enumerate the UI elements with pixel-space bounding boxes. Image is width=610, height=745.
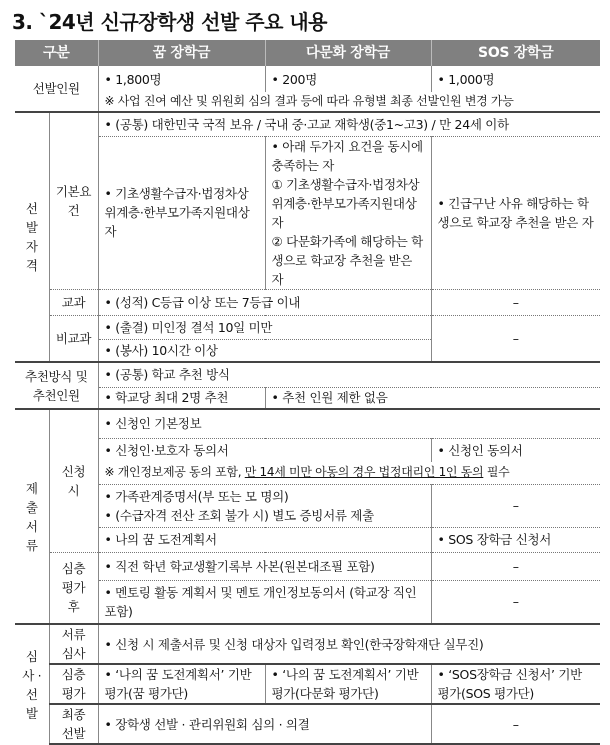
recommend-label: 추천방식 및 추천인원 <box>15 362 98 409</box>
qual-common: • (공통) 대한민국 국적 보유 / 국내 중·고교 재학생(중1~고3) / 만 24세 이하 <box>98 112 600 136</box>
selection-table <box>15 40 600 745</box>
basic-sos: • 긴급구난 사유 해당하는 학생으로 학교장 추천을 받은 자 <box>431 136 600 289</box>
count-note: ※ 사업 진여 예산 및 위원회 심의 결과 등에 따라 유형별 최종 선발인원 변경 가능 <box>98 92 600 112</box>
note-text-end: 필수 <box>483 465 510 480</box>
doc-review-text: • 신청 시 제출서류 및 신청 대상자 입력정보 확인(한국장학재단 실무진) <box>98 624 600 664</box>
deep-dream: • ‘나의 꿈 도전계획서’ 기반 평가(꿈 평가단) <box>98 664 265 704</box>
after-mentor-sos: – <box>431 580 600 624</box>
apply-extra: • (수급자격 전산 조회 불가 시) 별도 증빙서류 제출 <box>104 507 374 523</box>
count-sos: • 1,000명 <box>431 66 600 92</box>
header-category: 구분 <box>15 40 98 66</box>
final-label: 최종 선발 <box>49 704 98 744</box>
count-dream: • 1,800명 <box>98 66 265 92</box>
deep-sos: • ‘SOS장학금 신청서’ 기반 평가(SOS 평가단) <box>431 664 600 704</box>
count-label: 선발인원 <box>32 81 80 96</box>
apply-basic: • 신청인 기본정보 <box>98 409 600 438</box>
apply-family-sos: – <box>431 484 600 527</box>
final-sos: – <box>431 704 600 744</box>
apply-label: 신청 시 <box>49 409 98 552</box>
apply-sos-plan: • SOS 장학금 신청서 <box>431 527 600 552</box>
subject-sos: – <box>431 289 600 315</box>
after-record-sos: – <box>431 552 600 580</box>
header-sos: SOS 장학금 <box>431 40 600 66</box>
header-multicultural: 다문화 장학금 <box>265 40 431 66</box>
nonsubject-sos: – <box>431 315 600 362</box>
basic-multi-1: • 아래 두가지 요건을 동시에 충족하는 자 <box>271 138 423 173</box>
note-underlined: 만 14세 미만 아동의 경우 법정대리인 1인 동의 <box>244 465 484 480</box>
deep-label: 심층 평가 <box>49 664 98 704</box>
deep-multi: • ‘나의 꿈 도전계획서’ 기반 평가(다문화 평가단) <box>265 664 431 704</box>
after-label: 심층 평가 후 <box>49 552 98 624</box>
subject-text: • (성적) C등급 이상 또는 7등급 이내 <box>98 289 431 315</box>
apply-sos-consent: • 신청인 동의서 <box>431 438 600 462</box>
basic-dream: • 기초생활수급자·법정차상위계층·한부모가족지원대상자 <box>98 136 265 289</box>
recommend-common: • (공통) 학교 추천 방식 <box>98 362 600 387</box>
apply-family: • 가족관계증명서(부 또는 모 명의) <box>104 488 289 504</box>
apply-note <box>98 462 600 484</box>
count-multi: • 200명 <box>265 66 431 92</box>
page-title: 3. `24년 신규장학생 선발 주요 내용 <box>12 10 327 34</box>
apply-plan: • 나의 꿈 도전계획서 <box>98 527 431 552</box>
recommend-dream: • 학교당 최대 2명 추천 <box>98 387 265 409</box>
after-record: • 직전 학년 학교생활기록부 사본(원본대조필 포함) <box>98 552 431 580</box>
nonsubject-label: 비교과 <box>49 315 98 362</box>
nonsubject-attend: • (출결) 미인정 결석 10일 미만 <box>98 315 431 339</box>
nonsubject-service: • (봉사) 10시간 이상 <box>98 339 431 362</box>
qual-label: 선발자격 <box>15 112 49 362</box>
basic-multi-2: ① 기초생활수급자·법정차상위계층·한부모가족지원대상자 <box>271 176 420 230</box>
header-dream: 꿈 장학금 <box>98 40 265 66</box>
header-row <box>15 40 600 66</box>
final-text: • 장학생 선발 · 관리위원회 심의 · 의결 <box>98 704 431 744</box>
doc-review-label: 서류 심사 <box>49 624 98 664</box>
basic-label: 기본요건 <box>49 112 98 289</box>
subject-label: 교과 <box>49 289 98 315</box>
basic-multi-3: ② 다문화가족에 해당하는 학생으로 학교장 추천을 받은 자 <box>271 233 423 287</box>
select-label: 심사 · 선발 <box>15 624 49 744</box>
docs-label: 제출서류 <box>15 409 49 624</box>
after-mentor: • 멘토링 활동 계획서 및 멘토 개인정보동의서 (학교장 직인 포함) <box>98 580 431 624</box>
recommend-other: • 추천 인원 제한 없음 <box>265 387 600 409</box>
note-text: ※ 개인정보제공 동의 포함, <box>104 465 245 480</box>
apply-consent: • 신청인·보호자 동의서 <box>98 438 431 462</box>
